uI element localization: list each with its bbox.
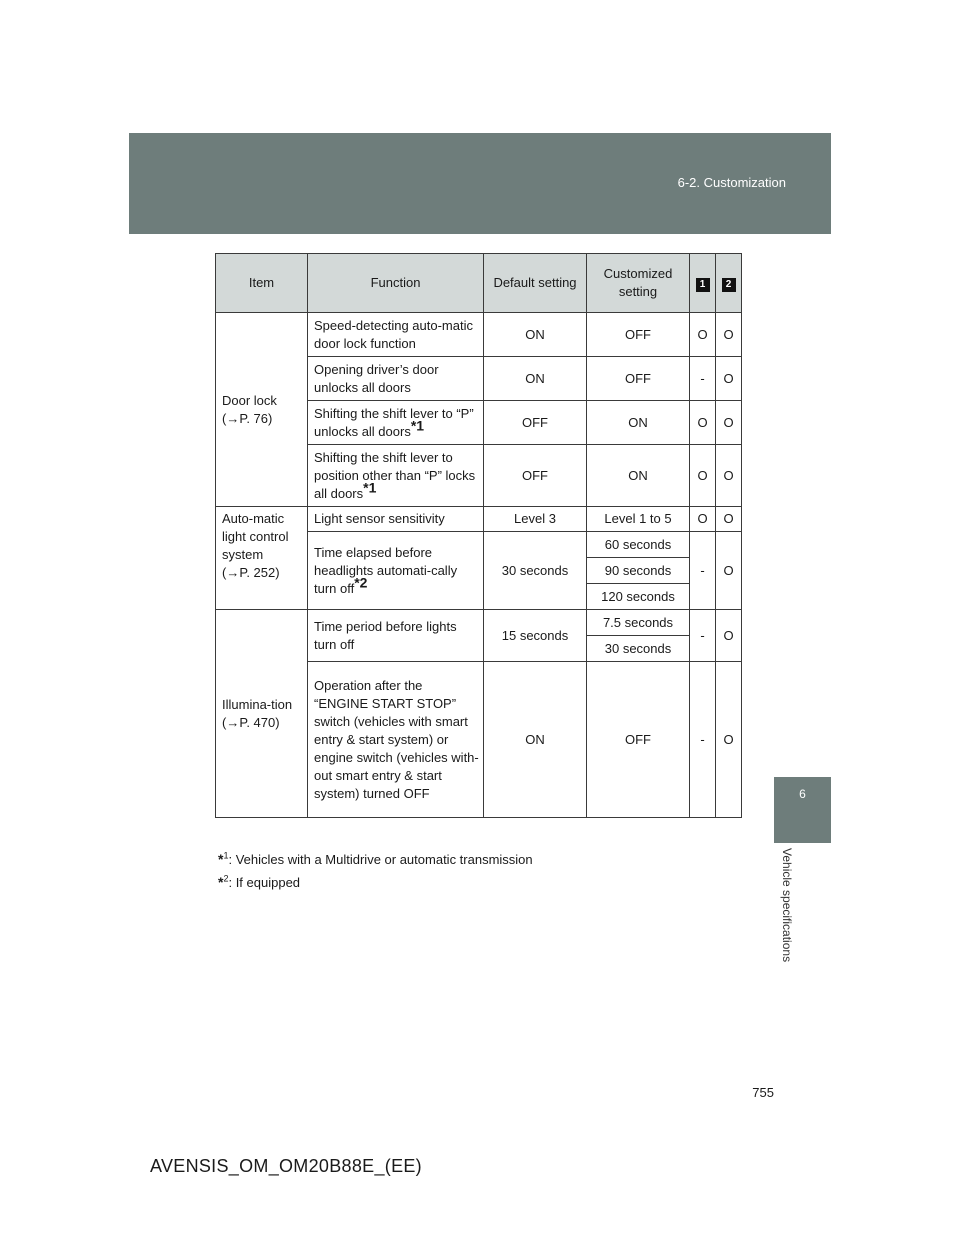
item-door-lock <box>216 313 308 507</box>
footnote-number: 1 <box>223 850 229 861</box>
custom-cell: 30 seconds <box>587 636 690 662</box>
header-default: Default setting <box>484 254 587 313</box>
col1-cell: O <box>690 401 716 445</box>
function-text: Time elapsed before headlights automati-cally turn off <box>314 544 458 596</box>
footnote-mark: * <box>218 874 224 890</box>
default-cell: 15 seconds <box>484 610 587 662</box>
col2-cell: O <box>716 401 742 445</box>
footnote-ref: *1 <box>363 479 377 496</box>
header-band <box>129 133 831 234</box>
item-auto-light <box>216 507 308 610</box>
item-label: Door lock <box>222 392 277 408</box>
item-label: Illumina-tion <box>222 696 293 712</box>
col1-cell: - <box>690 357 716 401</box>
default-cell: OFF <box>484 445 587 507</box>
col2-cell: O <box>716 445 742 507</box>
item-label: Auto-matic light control system <box>222 511 289 562</box>
badge-2-icon: 2 <box>722 278 736 292</box>
function-cell: Operation after the “ENGINE START STOP” switch (vehicles with smart entry & start system) or engine switch (vehicles with-out smart entry & start system) turned OFF <box>308 662 484 818</box>
custom-cell: 60 seconds <box>587 532 690 558</box>
header-function: Function <box>308 254 484 313</box>
col1-cell: O <box>690 313 716 357</box>
customization-table <box>215 253 742 818</box>
chapter-tab <box>774 777 831 843</box>
footnote-mark: * <box>218 851 224 867</box>
custom-cell: Level 1 to 5 <box>587 507 690 532</box>
function-cell <box>308 401 484 445</box>
custom-cell: OFF <box>587 662 690 818</box>
function-cell: Speed-detecting auto-matic door lock function <box>308 313 484 357</box>
function-text: Shifting the shift lever to “P” unlocks all doors <box>314 405 474 439</box>
badge-1-icon: 1 <box>696 278 710 292</box>
header-customized: Customized setting <box>587 254 690 313</box>
default-cell: OFF <box>484 401 587 445</box>
col2-cell: O <box>716 610 742 662</box>
custom-cell: ON <box>587 401 690 445</box>
item-illumination <box>216 610 308 818</box>
table-header-row <box>216 254 742 313</box>
custom-cell: 90 seconds <box>587 558 690 584</box>
page-number: 755 <box>752 1085 774 1100</box>
function-cell <box>308 445 484 507</box>
custom-cell: 120 seconds <box>587 584 690 610</box>
table-row <box>216 610 742 636</box>
col2-cell: O <box>716 662 742 818</box>
item-page-ref: (→P. 252) <box>222 565 280 580</box>
footnote-ref: *2 <box>354 574 368 591</box>
col2-cell: O <box>716 357 742 401</box>
footnote-text: : If equipped <box>228 875 301 890</box>
item-page-ref: (→P. 76) <box>222 410 273 426</box>
function-cell <box>308 532 484 610</box>
table-row <box>216 313 742 357</box>
col1-cell: - <box>690 532 716 610</box>
section-title: 6-2. Customization <box>677 175 786 190</box>
header-item: Item <box>216 254 308 313</box>
footnote-2 <box>218 871 533 894</box>
footnote-1 <box>218 848 533 871</box>
col1-cell: O <box>690 507 716 532</box>
col2-cell: O <box>716 532 742 610</box>
header-badge-1 <box>690 254 716 313</box>
chapter-label: Vehicle specifications <box>780 848 794 963</box>
custom-cell: 7.5 seconds <box>587 610 690 636</box>
default-cell: ON <box>484 313 587 357</box>
function-text: Shifting the shift lever to position other than “P” locks all doors <box>314 449 476 501</box>
custom-cell: ON <box>587 445 690 507</box>
document-code: AVENSIS_OM_OM20B88E_(EE) <box>150 1156 422 1176</box>
item-page-ref: (→P. 470) <box>222 714 280 730</box>
function-cell: Opening driver’s door unlocks all doors <box>308 357 484 401</box>
footnote-text: : Vehicles with a Multidrive or automatic transmission <box>228 852 533 867</box>
col2-cell: O <box>716 313 742 357</box>
function-cell: Light sensor sensitivity <box>308 507 484 532</box>
header-badge-2 <box>716 254 742 313</box>
col1-cell: - <box>690 662 716 818</box>
table-row <box>216 507 742 532</box>
footnotes <box>218 848 533 894</box>
footnote-number: 2 <box>223 873 229 884</box>
col1-cell: - <box>690 610 716 662</box>
chapter-number: 6 <box>799 787 806 801</box>
col1-cell: O <box>690 445 716 507</box>
default-cell: ON <box>484 662 587 818</box>
custom-cell: OFF <box>587 313 690 357</box>
function-cell: Time period before lights turn off <box>308 610 484 662</box>
footnote-ref: *1 <box>410 417 425 434</box>
default-cell: Level 3 <box>484 507 587 532</box>
custom-cell: OFF <box>587 357 690 401</box>
default-cell: 30 seconds <box>484 532 587 610</box>
default-cell: ON <box>484 357 587 401</box>
col2-cell: O <box>716 507 742 532</box>
